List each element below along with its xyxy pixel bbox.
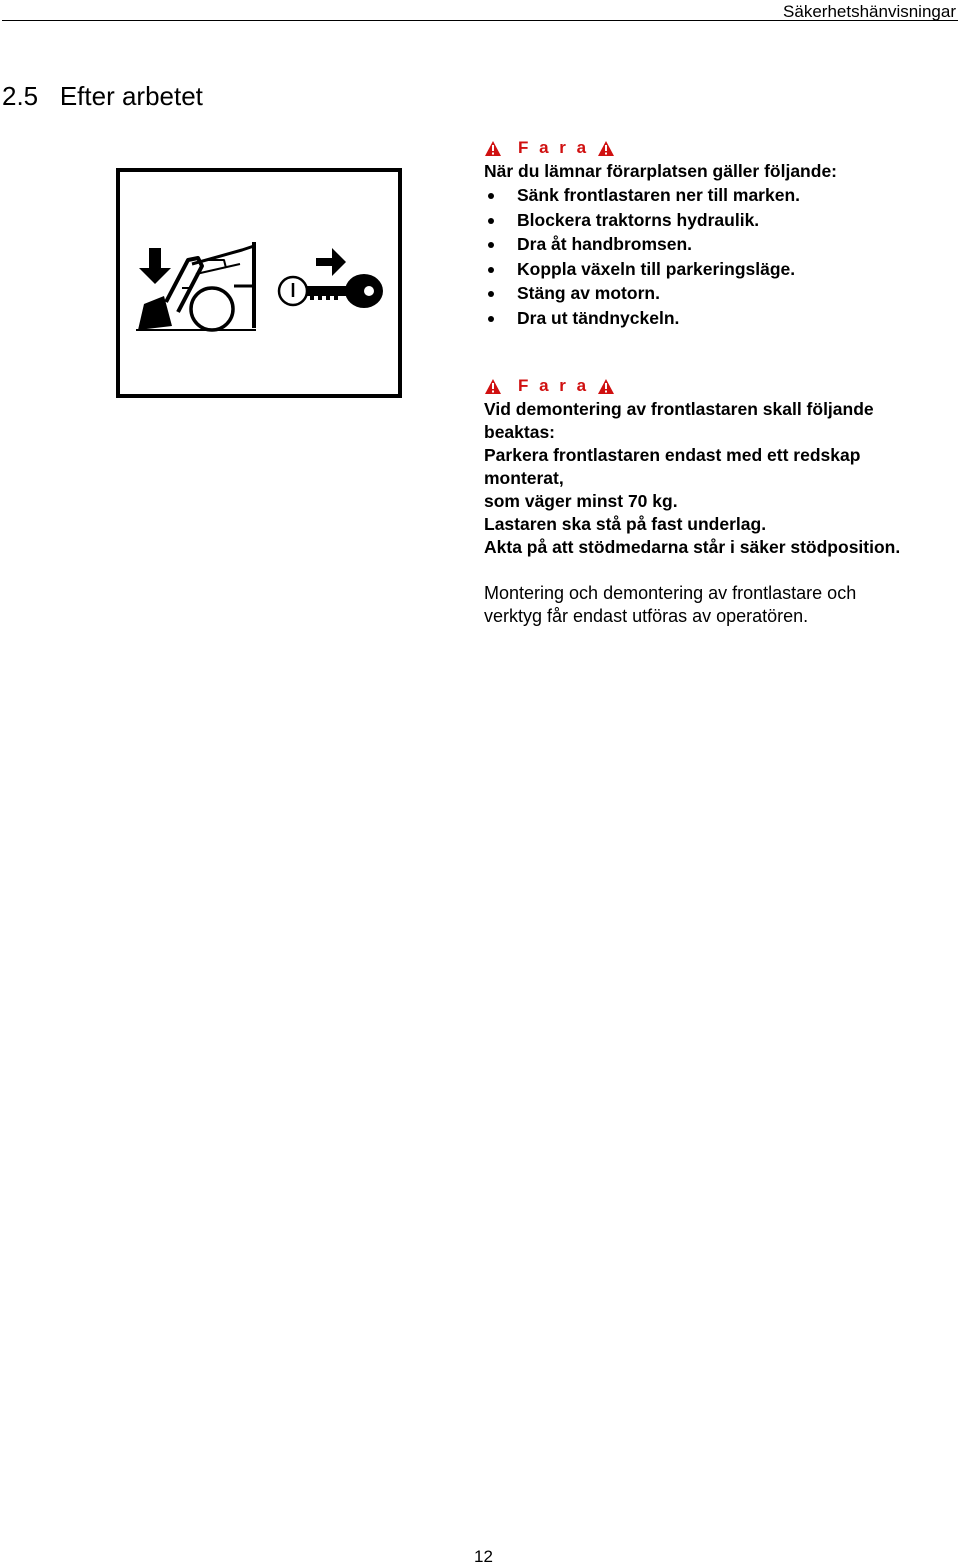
page-number: 12 bbox=[474, 1547, 493, 1566]
warning-text-line: Parkera frontlastaren endast med ett redskap bbox=[484, 445, 861, 465]
bullet-icon bbox=[488, 242, 494, 248]
warning-text-line: Akta på att stödmedarna står i säker stödposition. bbox=[484, 537, 901, 557]
note-line: Montering och demontering av frontlastare och bbox=[484, 583, 857, 603]
danger-label: F a r a bbox=[518, 138, 590, 157]
safety-pictogram bbox=[116, 168, 402, 398]
header-rule bbox=[2, 20, 958, 21]
list-item: Koppla växeln till parkeringsläge. bbox=[484, 257, 960, 282]
warning-block-1 bbox=[484, 136, 960, 330]
note-line: verktyg får endast utföras av operatören. bbox=[484, 606, 809, 626]
warning-text-line: som väger minst 70 kg. bbox=[484, 491, 678, 511]
list-item: Sänk frontlastaren ner till marken. bbox=[484, 183, 960, 208]
section-title: 2.5 Efter arbetet bbox=[2, 81, 203, 111]
bullet-icon bbox=[488, 291, 494, 297]
bullet-icon bbox=[488, 267, 494, 273]
danger-heading bbox=[484, 374, 960, 398]
list-item: Dra ut tändnyckeln. bbox=[484, 306, 960, 331]
warning-intro: När du lämnar förarplatsen gäller följande: bbox=[484, 161, 837, 181]
warning-text-line: monterat, bbox=[484, 468, 564, 488]
list-item: Dra åt handbromsen. bbox=[484, 232, 960, 257]
warning-block-2 bbox=[484, 374, 960, 559]
bullet-icon bbox=[488, 193, 494, 199]
warning-triangle-icon bbox=[597, 140, 615, 157]
warning-triangle-icon bbox=[484, 140, 502, 157]
bullet-icon bbox=[488, 218, 494, 224]
danger-heading bbox=[484, 136, 960, 160]
running-header: Säkerhetshänvisningar bbox=[783, 2, 956, 21]
warning-text-line: Vid demontering av frontlastaren skall följande bbox=[484, 399, 874, 419]
step-list bbox=[484, 183, 960, 330]
danger-label: F a r a bbox=[518, 376, 590, 395]
warning-triangle-icon bbox=[484, 378, 502, 395]
operator-note bbox=[484, 582, 960, 628]
warning-text-line: beaktas: bbox=[484, 422, 556, 442]
list-item: Blockera traktorns hydraulik. bbox=[484, 208, 960, 233]
warning-triangle-icon bbox=[597, 378, 615, 395]
warning-text-line: Lastaren ska stå på fast underlag. bbox=[484, 514, 767, 534]
list-item: Stäng av motorn. bbox=[484, 281, 960, 306]
bullet-icon bbox=[488, 316, 494, 322]
